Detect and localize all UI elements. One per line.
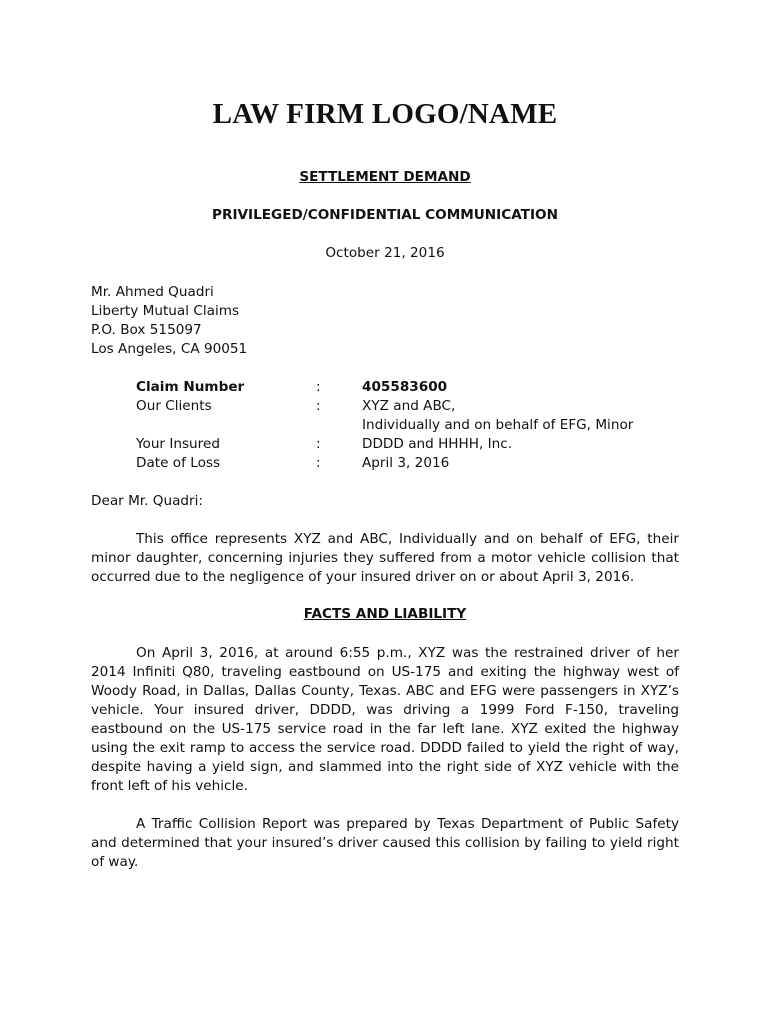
facts-paragraph: On April 3, 2016, at around 6:55 p.m., XYZ was the restrained driver of her 2014 Infiniti Q80, traveling eastbound on US-175 and exiting the highway west of Woody Road, in Dallas, Dallas County, Texas. ABC and EFG were passengers in XYZ’s vehicle. Your insured driver, DDDD, was driving a 1999 Ford F-150, traveling eastbound on the US-175 service road in the far left lane. XYZ exited the highway using the exit ramp to access the service road. DDDD failed to yield the right of way, despite having a yield sign, and slammed into the right side of XYZ vehicle with the front left of his vehicle. bbox=[91, 645, 679, 794]
recipient-name: Mr. Ahmed Quadri bbox=[91, 284, 214, 300]
report-paragraph: A Traffic Collision Report was prepared by Texas Department of Public Safety and determined that your insured’s driver caused this collision by failing to yield right of way. bbox=[91, 816, 679, 870]
salutation: Dear Mr. Quadri: bbox=[91, 493, 204, 509]
recipient-company: Liberty Mutual Claims bbox=[91, 303, 240, 319]
clients-label: Our Clients bbox=[136, 398, 212, 414]
claim-number-value: 405583600 bbox=[362, 379, 448, 395]
separator: : bbox=[316, 398, 321, 414]
date-of-loss-value: April 3, 2016 bbox=[362, 455, 450, 471]
separator: : bbox=[316, 379, 321, 395]
separator: : bbox=[316, 436, 321, 452]
clients-value-continued: Individually and on behalf of EFG, Minor bbox=[362, 417, 634, 433]
insured-row bbox=[0, 435, 770, 454]
clients-value: XYZ and ABC, bbox=[362, 398, 456, 414]
clients-row bbox=[0, 397, 770, 416]
clients-row-continued bbox=[0, 416, 770, 435]
intro-paragraph: This office represents XYZ and ABC, Individually and on behalf of EFG, their minor daughter, concerning injuries they suffered from a motor vehicle collision that occurred due to the negligence of your insured driver on or about April 3, 2016. bbox=[91, 531, 679, 585]
insured-value: DDDD and HHHH, Inc. bbox=[362, 436, 513, 452]
date-of-loss-label: Date of Loss bbox=[136, 455, 221, 471]
recipient-city: Los Angeles, CA 90051 bbox=[91, 341, 248, 357]
recipient-po-box: P.O. Box 515097 bbox=[91, 322, 202, 338]
claim-number-label: Claim Number bbox=[136, 379, 245, 395]
facts-heading: FACTS AND LIABILITY bbox=[303, 606, 467, 622]
claim-info-block bbox=[0, 378, 770, 473]
claim-number-row bbox=[0, 378, 770, 397]
recipient-address bbox=[91, 283, 247, 359]
separator: : bbox=[316, 455, 321, 471]
confidentiality-notice: PRIVILEGED/CONFIDENTIAL COMMUNICATION bbox=[212, 207, 558, 223]
insured-label: Your Insured bbox=[136, 436, 220, 452]
date-of-loss-row bbox=[0, 454, 770, 473]
letter-date: October 21, 2016 bbox=[325, 245, 445, 261]
document-title: SETTLEMENT DEMAND bbox=[299, 169, 471, 185]
law-firm-logo: LAW FIRM LOGO/NAME bbox=[212, 98, 558, 130]
